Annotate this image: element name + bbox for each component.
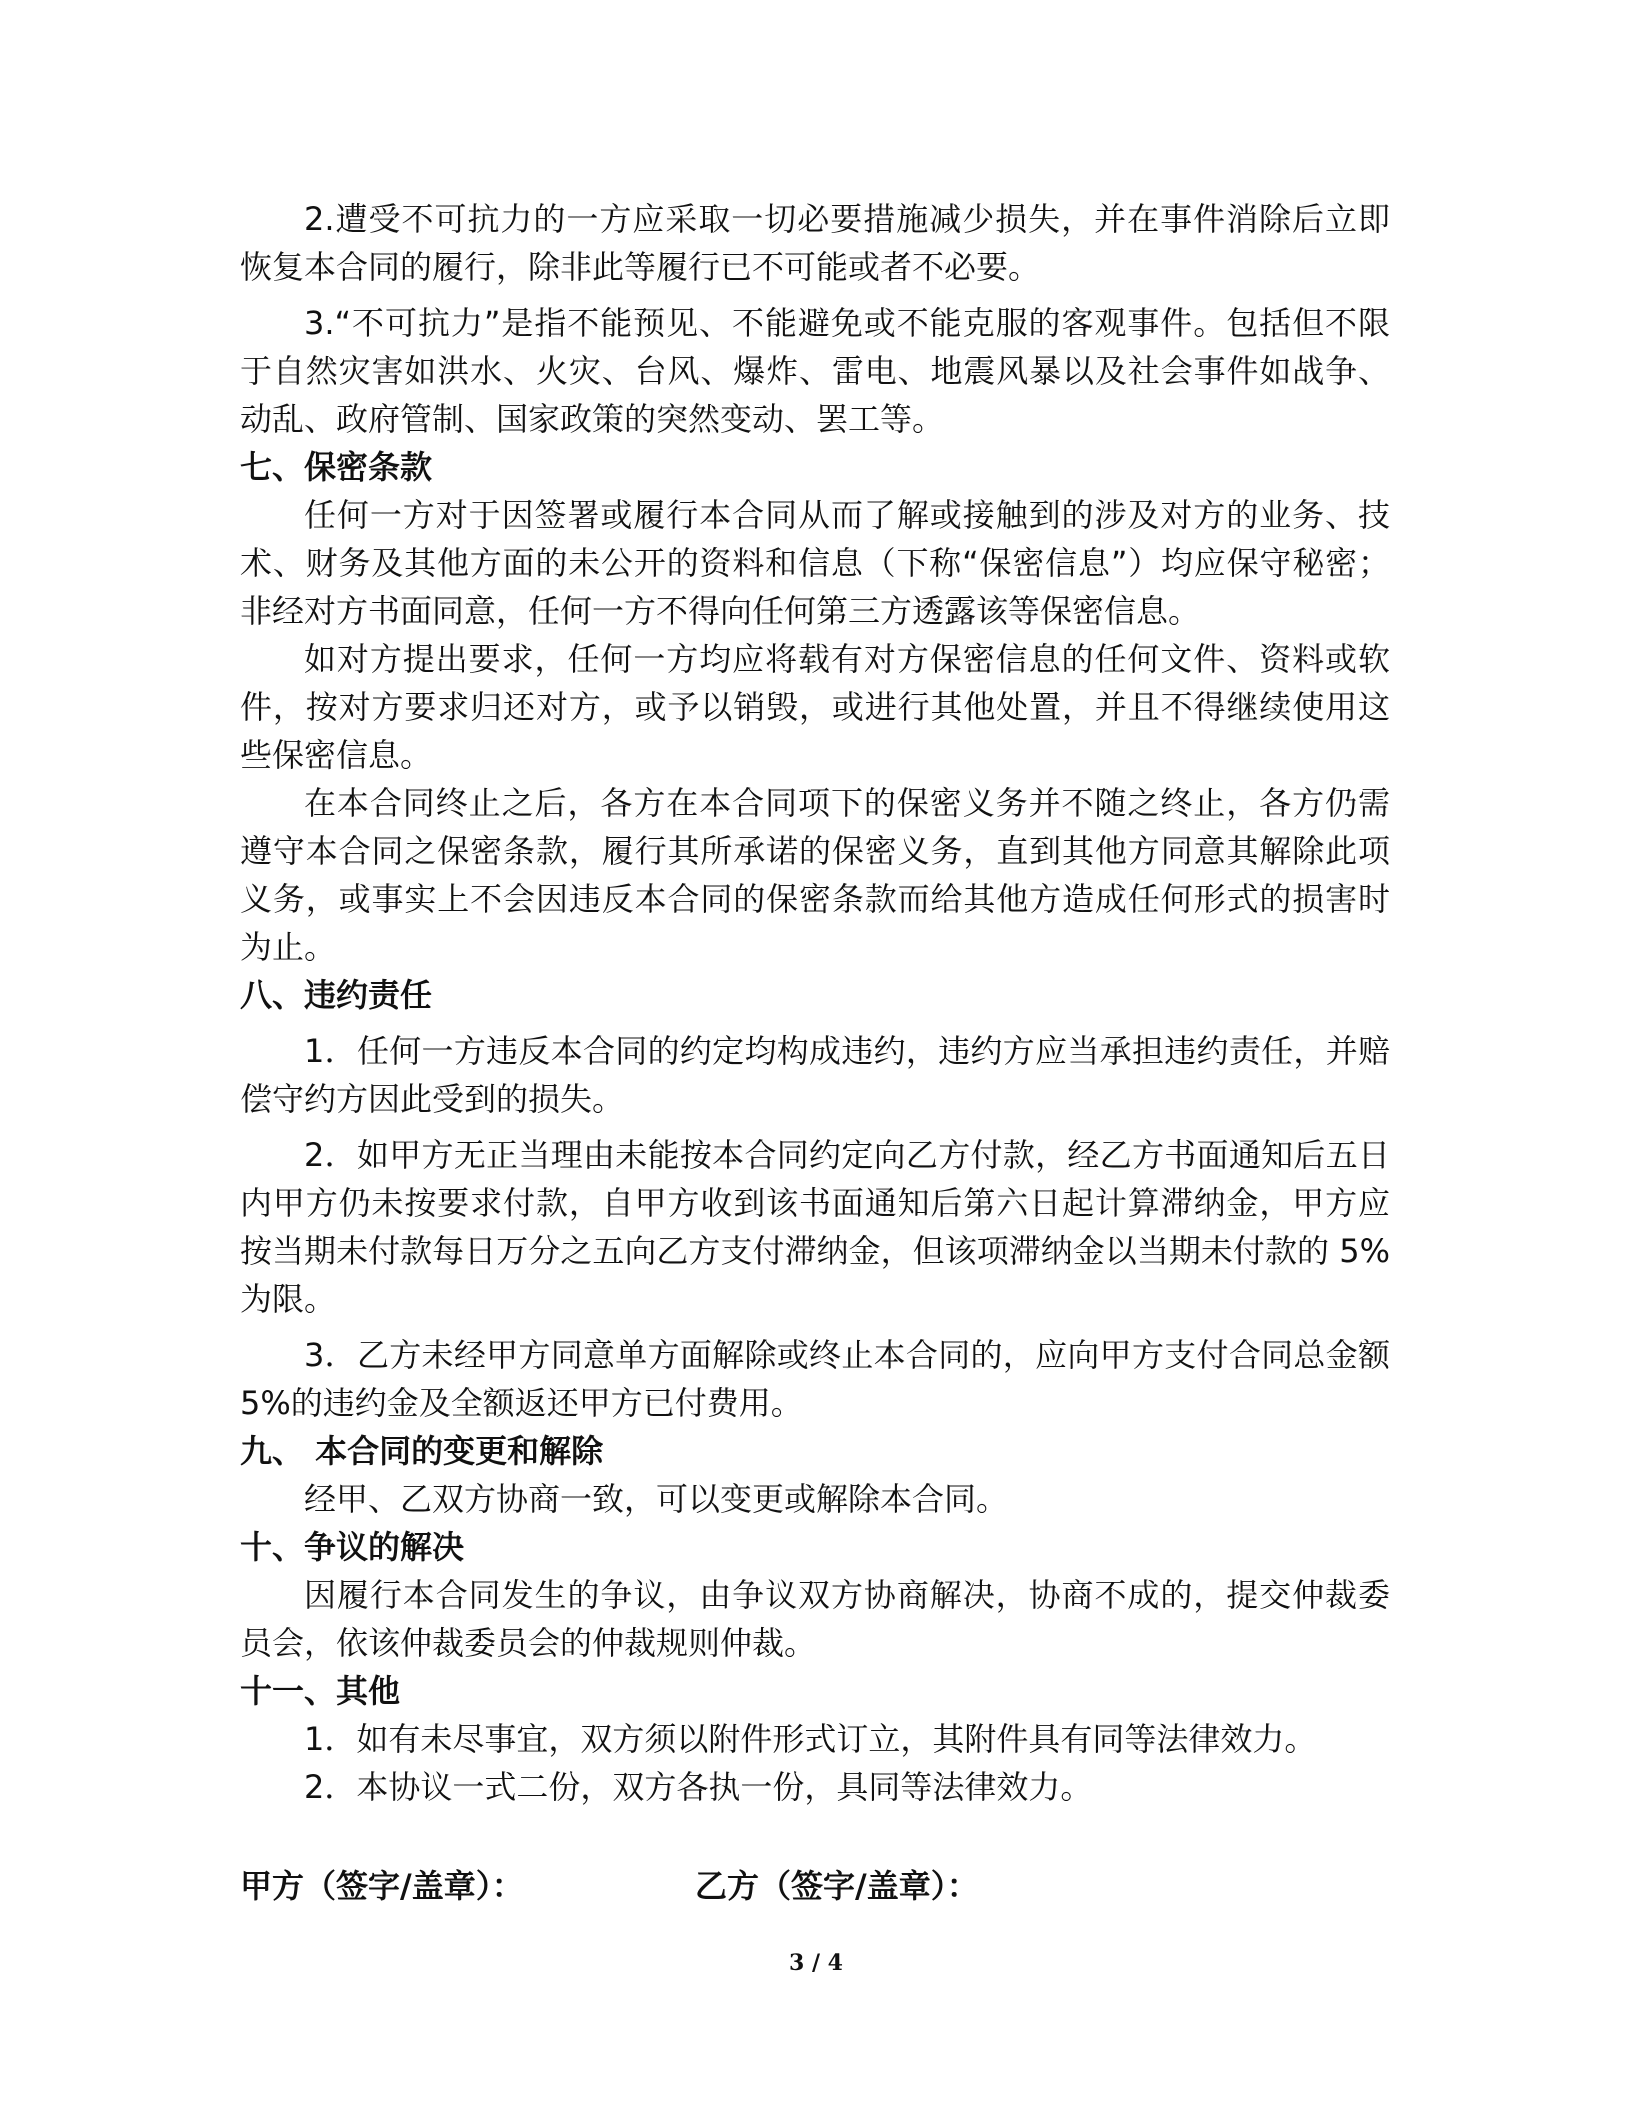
- section-9-title: 九、 本合同的变更和解除: [240, 1432, 604, 1470]
- document-body: [240, 195, 1390, 1811]
- section-11-paragraph-2: 2．本协议一式二份，双方各执一份，具同等法律效力。: [304, 1768, 1093, 1806]
- section-11-title: 十一、其他: [240, 1672, 401, 1710]
- section-11-paragraph-1: 1．如有未尽事宜，双方须以附件形式订立，其附件具有同等法律效力。: [304, 1720, 1317, 1758]
- party-a-signature-label: 甲方（签字/盖章）：: [240, 1867, 524, 1905]
- section-8-paragraph-2: 2．如甲方无正当理由未能按本合同约定向乙方付款，经乙方书面通知后五日内甲方仍未按要求付款，自甲方收到该书面通知后第六日起计算滞纳金，甲方应按当期未付款每日万分之五向乙方支付滞纳金，但该项滞纳金以当期未付款的 5%为限。: [240, 1136, 1390, 1318]
- section-10-title: 十、争议的解决: [240, 1528, 465, 1566]
- party-b-signature-label: 乙方（签字/盖章）：: [695, 1867, 979, 1905]
- section-10-paragraph-1: 因履行本合同发生的争议，由争议双方协商解决，协商不成的，提交仲裁委员会，依该仲裁委员会的仲裁规则仲裁。: [240, 1576, 1390, 1662]
- force-majeure-clause-3: 3.“不可抗力”是指不能预见、不能避免或不能克服的客观事件。包括但不限于自然灾害如洪水、火灾、台风、爆炸、雷电、地震风暴以及社会事件如战争、动乱、政府管制、国家政策的突然变动、罢工等。: [240, 304, 1390, 438]
- section-7-title: 七、保密条款: [240, 448, 433, 486]
- force-majeure-clause-2: 2.遭受不可抗力的一方应采取一切必要措施减少损失，并在事件消除后立即恢复本合同的履行，除非此等履行已不可能或者不必要。: [240, 200, 1390, 286]
- section-7-paragraph-1: 任何一方对于因签署或履行本合同从而了解或接触到的涉及对方的业务、技术、财务及其他方面的未公开的资料和信息（下称“保密信息”）均应保守秘密；非经对方书面同意，任何一方不得向任何第三方透露该等保密信息。: [240, 496, 1390, 630]
- section-8-paragraph-3: 3．乙方未经甲方同意单方面解除或终止本合同的，应向甲方支付合同总金额5%的违约金及全额返还甲方已付费用。: [240, 1336, 1390, 1422]
- section-9-paragraph-1: 经甲、乙双方协商一致，可以变更或解除本合同。: [304, 1480, 1009, 1518]
- section-7-paragraph-2: 如对方提出要求，任何一方均应将载有对方保密信息的任何文件、资料或软件，按对方要求归还对方，或予以销毁，或进行其他处置，并且不得继续使用这些保密信息。: [240, 640, 1390, 774]
- section-7-paragraph-3: 在本合同终止之后，各方在本合同项下的保密义务并不随之终止，各方仍需遵守本合同之保密条款，履行其所承诺的保密义务，直到其他方同意其解除此项义务，或事实上不会因违反本合同的保密条款而给其他方造成任何形式的损害时为止。: [240, 784, 1390, 966]
- section-8-paragraph-1: 1．任何一方违反本合同的约定均构成违约，违约方应当承担违约责任，并赔偿守约方因此受到的损失。: [240, 1032, 1390, 1118]
- page-number: 3 / 4: [789, 1950, 843, 1976]
- section-8-title: 八、违约责任: [240, 976, 433, 1014]
